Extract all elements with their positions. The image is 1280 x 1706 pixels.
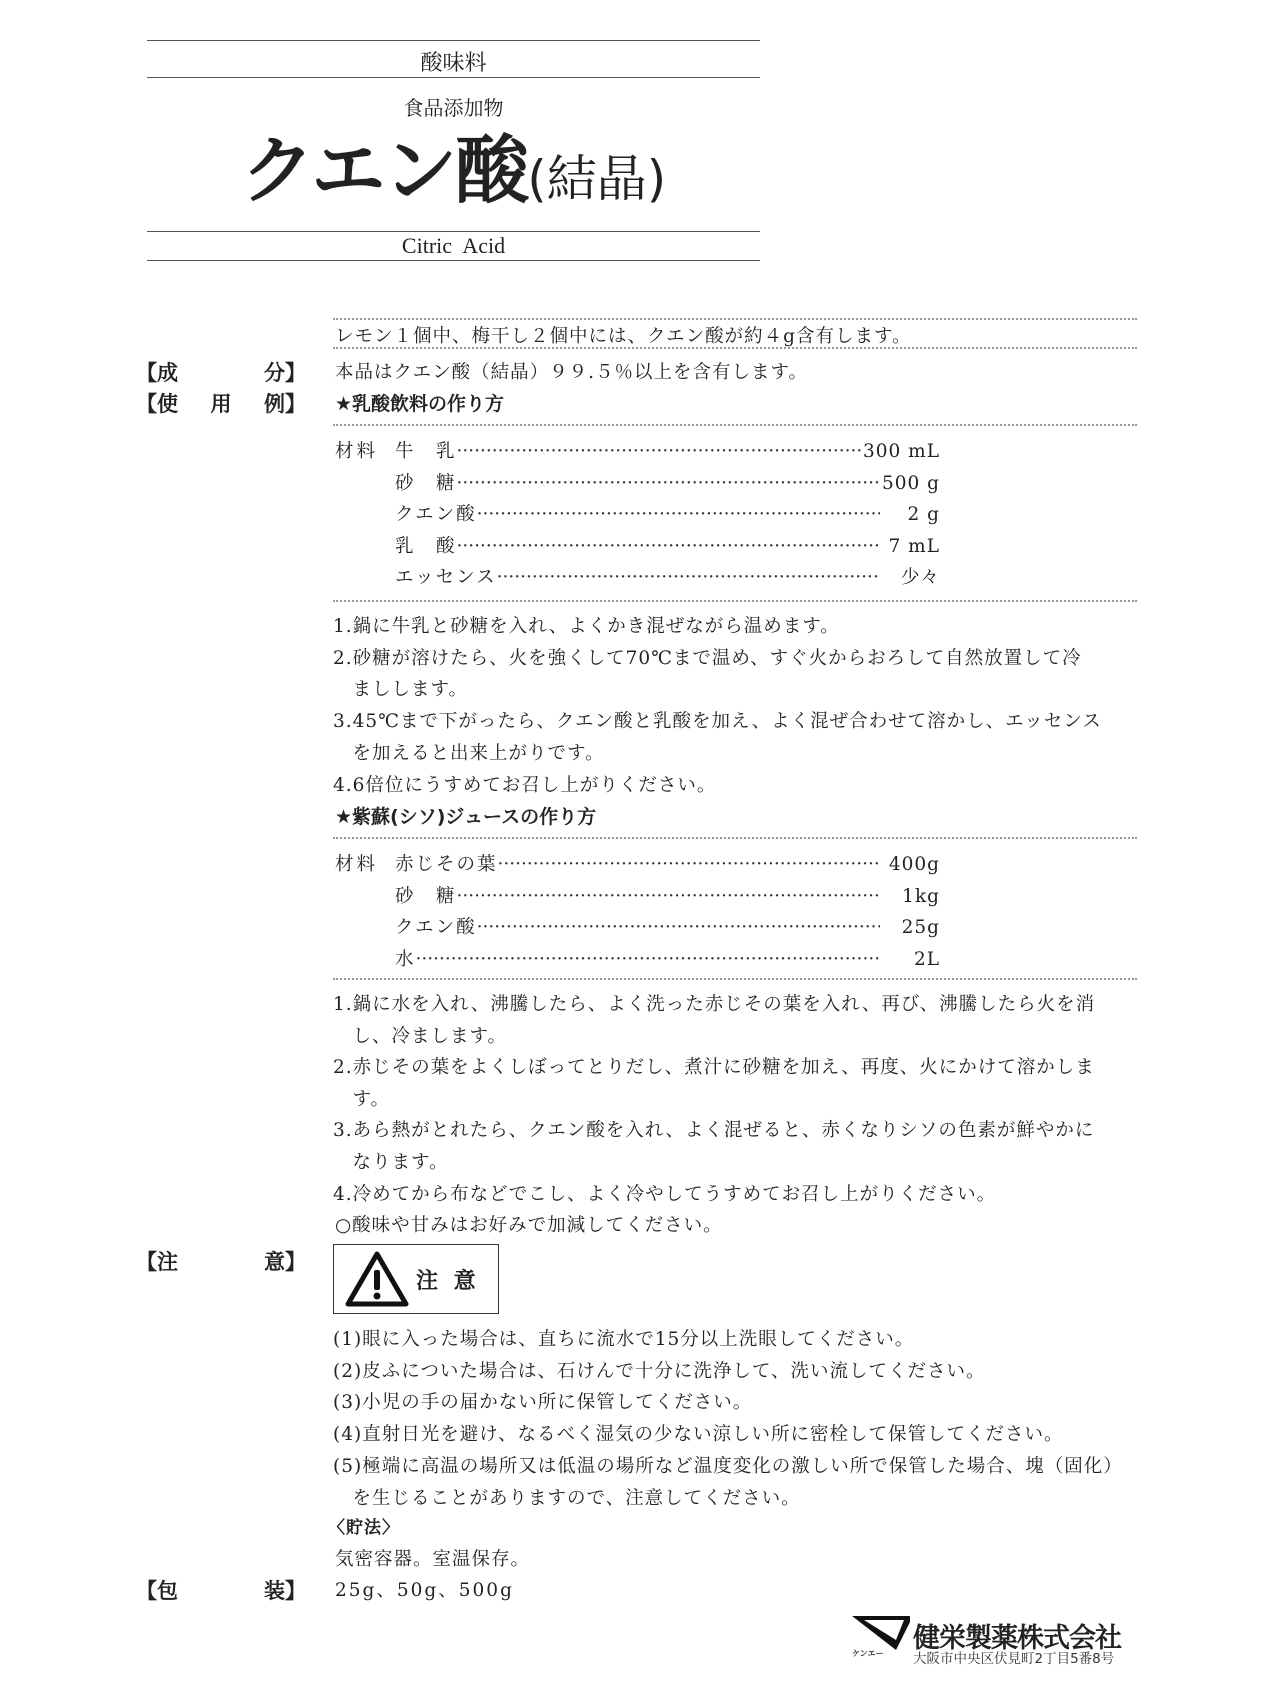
ingredient-name: 赤じその葉 xyxy=(395,854,498,875)
recipe1-materials-label: 材料 xyxy=(335,441,379,462)
ingredient-qty: 500 g xyxy=(881,472,940,494)
ingredient-name: 砂 糖 xyxy=(395,472,457,494)
ingredient-row xyxy=(395,913,940,939)
recipe-step: 3.45℃まで下がったら、クエン酸と乳酸を加え、よく混ぜ合わせて溶かし、エッセンス xyxy=(333,711,1102,733)
product-title-main: クエン酸 xyxy=(240,128,528,214)
caution-item: (4)直射日光を避け、なるべく湿気の少ない涼しい所に密栓して保管してください。 xyxy=(333,1424,1064,1446)
recipe-step: 4.6倍位にうすめてお召し上がりください。 xyxy=(333,774,717,796)
leader-dots xyxy=(477,504,880,525)
ingredient-qty: 25g xyxy=(901,917,940,938)
divider xyxy=(333,600,1137,602)
warning-triangle-icon xyxy=(344,1250,410,1308)
kenei-logo-icon xyxy=(850,1612,912,1652)
recipe1-heading: ★乳酸飲料の作り方 xyxy=(335,393,505,415)
leader-dots xyxy=(457,441,863,462)
ingredient-name: 水 xyxy=(395,948,416,970)
ingredient-qty: 2L xyxy=(913,948,940,970)
recipe-step: 2.赤じその葉をよくしぼってとりだし、煮汁に砂糖を加え、再度、火にかけて溶かしま xyxy=(333,1057,1095,1079)
ingredients-text: 本品はクエン酸（結晶）９９.５％以上を含有します。 xyxy=(335,362,809,383)
leader-dots xyxy=(498,854,880,875)
ingredient-name: エッセンス xyxy=(395,567,497,588)
label-usage: 【使 用 例】 xyxy=(136,392,306,416)
divider xyxy=(333,318,1137,320)
recipe-step: 1.鍋に水を入れ、沸騰したら、よく洗った赤じその葉を入れ、再び、沸騰したら火を消 xyxy=(333,994,1096,1015)
recipe-step: なります。 xyxy=(333,1152,449,1173)
ingredient-qty: 2 g xyxy=(907,504,940,525)
subtitle: 食品添加物 xyxy=(403,96,504,120)
ingredient-row xyxy=(395,945,940,971)
caution-item: (2)皮ふについた場合は、石けんで十分に洗浄して、洗い流してください。 xyxy=(333,1360,986,1382)
ingredient-row xyxy=(395,500,940,526)
recipe-step: ましします。 xyxy=(333,679,469,701)
ingredient-name: 乳 酸 xyxy=(395,535,457,557)
english-name: Citric Acid xyxy=(401,233,506,258)
divider xyxy=(333,347,1137,349)
ingredient-name: クエン酸 xyxy=(395,917,477,938)
ingredient-row xyxy=(395,532,940,558)
leader-dots xyxy=(477,917,880,938)
ingredient-row xyxy=(395,437,940,463)
caution-item: (5)極端に高温の場所又は低温の場所など温度変化の激しい所で保管した場合、塊（固化） xyxy=(333,1455,1123,1477)
ingredient-row xyxy=(395,469,940,495)
category-label: 酸味料 xyxy=(420,51,487,76)
recipe2-materials-label: 材料 xyxy=(335,854,379,875)
product-title xyxy=(147,112,760,218)
caution-item: を生じることがありますので、注意してください。 xyxy=(333,1487,801,1509)
recipe2-note: ○酸味や甘みはお好みで加減してください。 xyxy=(335,1215,723,1236)
leader-dots xyxy=(457,536,880,557)
leader-dots xyxy=(457,473,880,494)
ingredient-qty: 1kg xyxy=(902,885,940,907)
label-ingredients: 【成 分】 xyxy=(136,361,306,385)
warning-badge xyxy=(333,1244,499,1314)
divider xyxy=(333,978,1137,980)
company-logo-kana: ケンエー xyxy=(852,1649,884,1658)
ingredient-row xyxy=(395,882,940,908)
company-logo xyxy=(850,1612,912,1660)
label-caution: 【注 意】 xyxy=(136,1250,306,1274)
ingredient-name: クエン酸 xyxy=(395,504,477,525)
header-rule-2 xyxy=(147,77,760,78)
recipe-step: 2.砂糖が溶けたら、火を強くして70℃まで温め、すぐ火からおろして自然放置して冷 xyxy=(333,647,1082,669)
recipe-step: し、冷まします。 xyxy=(333,1025,508,1047)
ingredient-row xyxy=(395,563,940,589)
divider xyxy=(333,424,1137,426)
recipe2-heading: ★紫蘇(シソ)ジュースの作り方 xyxy=(335,806,597,828)
ingredient-qty: 300 mL xyxy=(862,441,940,462)
leader-dots xyxy=(497,567,880,588)
ingredient-qty: 400g xyxy=(888,854,940,875)
package-text: 25g、50g、500g xyxy=(335,1580,514,1601)
ingredient-name: 砂 糖 xyxy=(395,885,457,907)
recipe-step: 1.鍋に牛乳と砂糖を入れ、よくかき混ぜながら温めます。 xyxy=(333,616,840,637)
header-rule-bottom xyxy=(147,260,760,261)
company-address: 大阪市中央区伏見町2丁目5番8号 xyxy=(913,1651,1115,1667)
company-name: 健栄製薬株式会社 xyxy=(913,1623,1121,1654)
ingredient-qty: 7 mL xyxy=(888,535,940,557)
product-title-paren: (結晶) xyxy=(527,150,667,208)
recipe-step: を加えると出来上がりです。 xyxy=(333,742,605,764)
storage-heading: 〈貯法〉 xyxy=(328,1518,400,1538)
header-rule-3 xyxy=(147,231,760,232)
recipe-step: 4.冷めてから布などでこし、よく冷やしてうすめてお召し上がりください。 xyxy=(333,1183,997,1205)
leader-dots xyxy=(416,949,880,970)
intro-text: レモン１個中、梅干し２個中には、クエン酸が約４g含有します。 xyxy=(335,326,912,347)
label-package: 【包 装】 xyxy=(136,1579,306,1603)
ingredient-row xyxy=(395,850,940,876)
leader-dots xyxy=(457,886,880,907)
ingredient-name: 牛 乳 xyxy=(395,441,457,462)
recipe-step: 3.あら熱がとれたら、クエン酸を入れ、よく混ぜると、赤くなりシソの色素が鮮やかに xyxy=(333,1120,1095,1142)
caution-item: (1)眼に入った場合は、直ちに流水で15分以上洗眼してください。 xyxy=(333,1329,915,1350)
warning-badge-text: 注 意 xyxy=(416,1268,480,1294)
header-rule-top xyxy=(147,40,760,41)
storage-text: 気密容器。室温保存。 xyxy=(335,1549,531,1570)
ingredient-qty: 少々 xyxy=(900,567,940,588)
caution-item: (3)小児の手の届かない所に保管してください。 xyxy=(333,1392,753,1414)
divider xyxy=(333,837,1137,839)
recipe-step: す。 xyxy=(333,1088,391,1110)
